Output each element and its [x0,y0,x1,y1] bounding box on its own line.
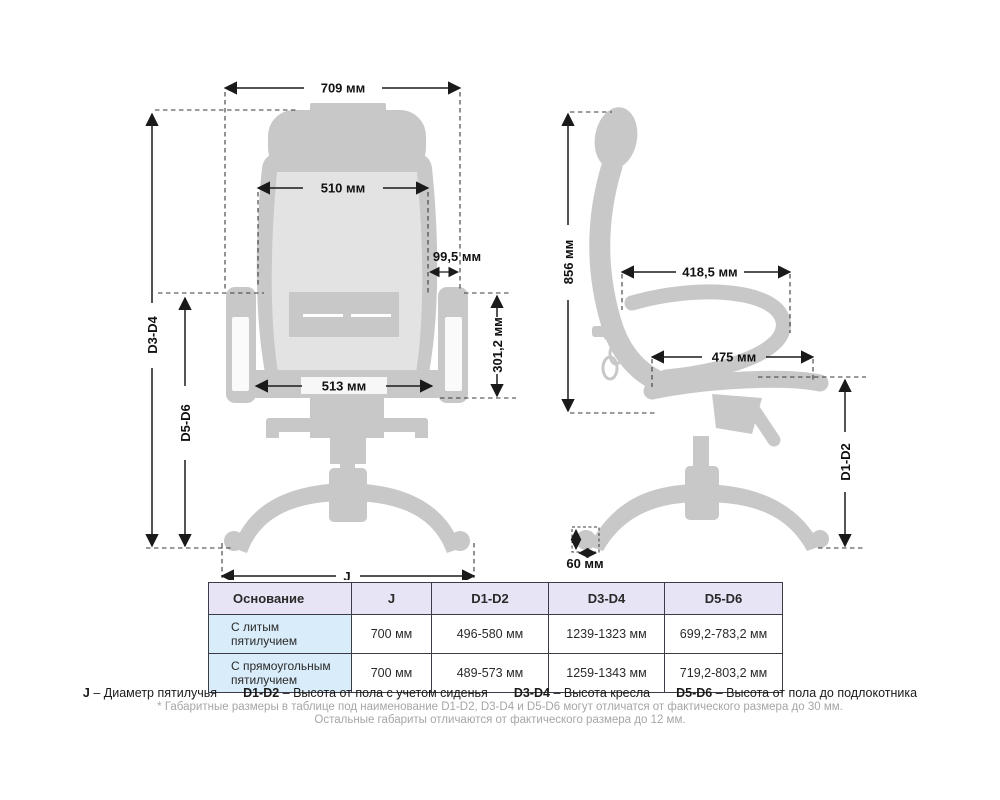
dim-chair-height-code-label: D3-D4 [145,316,160,354]
table-header-d1d2: D1-D2 [432,583,549,615]
chair-front-view [224,103,470,553]
legend-def: – Высота от пола до подлокотника [715,686,918,700]
dim-armrest-depth-label: 418,5 мм [682,264,738,280]
dimensions-table [208,582,783,693]
table-header-d5d6: D5-D6 [665,583,783,615]
legend-item-j [83,686,217,700]
dim-seat-depth-label: 475 мм [711,349,757,365]
dim-overall-width-label: 709 мм [320,80,366,96]
adjustment-knob [602,320,620,342]
dim-seat-width-label: 513 мм [321,378,367,394]
table-cell-base: С литым пятилучием [209,615,352,654]
dim-armrest-offset-label: 99,5 мм [432,249,482,264]
table-cell-j: 700 мм [352,615,432,654]
table-cell-d3d4: 1239-1323 мм [549,615,665,654]
table-cell-d5d6: 699,2-783,2 мм [665,615,783,654]
table-header-d3d4: D3-D4 [549,583,665,615]
legend-term: D5-D6 [676,686,713,700]
legend-item-d3d4 [514,686,650,700]
caster-front-right [450,531,470,551]
legend-item-d1d2 [243,686,488,700]
legend [0,686,1000,700]
table-cell-d1d2: 489-573 мм [432,654,549,693]
dim-armrest-height-code-label: D5-D6 [178,404,193,442]
legend-item-d5d6 [676,686,917,700]
legend-term: J [82,686,90,700]
legend-def: – Диаметр пятилучья [93,686,218,700]
legend-def: – Высота кресла [553,686,651,700]
caster-side-right [811,530,829,548]
dim-caster-size-label: 60 мм [566,556,604,571]
dim-seat-height-code-label: D1-D2 [838,443,853,481]
dim-backrest-lower-height-label: 301,2 мм [490,317,505,373]
caster-side-left [576,530,596,550]
table-cell-d3d4: 1259-1343 мм [549,654,665,693]
chair-side-view [576,104,829,551]
table-cell-d1d2: 496-580 мм [432,615,549,654]
table-header-row [209,583,783,615]
dim-backrest-width-label: 510 мм [320,180,366,196]
armrest-side [632,292,783,377]
table-row [209,615,783,654]
dim-backrest-height-label: 856 мм [561,239,576,285]
table-header-base: Основание [209,583,352,615]
footnotes [0,701,1000,726]
legend-term: D3-D4 [513,686,550,700]
table-header-j: J [352,583,432,615]
legend-def: – Высота от пола с учетом сиденья [282,686,488,700]
legend-term: D1-D2 [243,686,280,700]
footnote-line-2: Остальные габариты отличаются от фактического размера до 12 мм. [314,713,686,726]
table-cell-base: С прямоугольным пятилучием [209,654,352,693]
seat-side [652,379,820,391]
footnote-line-1: * Габаритные размеры в таблице под наименование D1-D2, D3-D4 и D5-D6 могут отличатся от фактического размера до 30 мм. [157,701,843,713]
table-cell-d5d6: 719,2-803,2 мм [665,654,783,693]
table-cell-j: 700 мм [352,654,432,693]
dim-base-diameter-code-label: J [343,569,351,580]
